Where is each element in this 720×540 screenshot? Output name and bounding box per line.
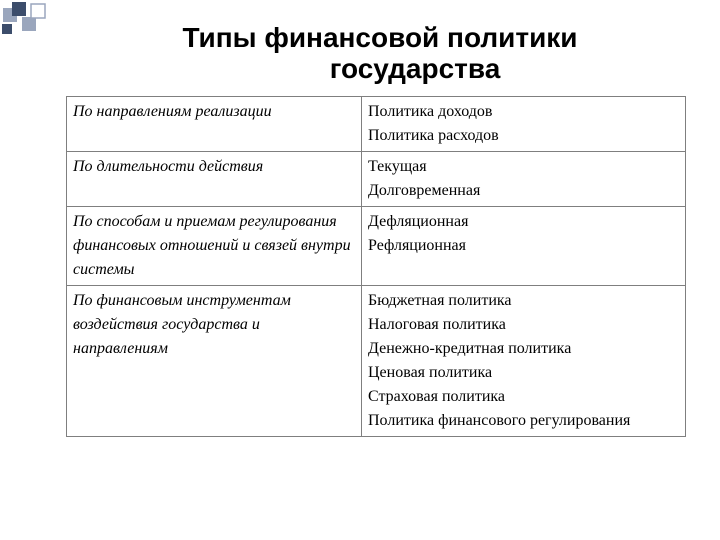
value-item: Денежно-кредитная политика xyxy=(368,340,572,357)
value-item: Бюджетная политика xyxy=(368,292,512,309)
values-cell xyxy=(362,152,686,207)
value-item: Политика доходов xyxy=(368,103,493,120)
value-item: Долговременная xyxy=(368,182,481,199)
criterion-cell: По финансовым инструментам воздействия государства и направлениям xyxy=(67,286,362,437)
title-line-2: государства xyxy=(329,53,501,84)
criterion-cell: По направлениям реализации xyxy=(67,97,362,152)
criterion-cell: По длительности действия xyxy=(67,152,362,207)
page-title xyxy=(130,22,630,84)
title-line-1: Типы финансовой политики xyxy=(182,22,578,53)
table-row xyxy=(67,152,686,207)
value-item: Страховая политика xyxy=(368,388,506,405)
value-item: Текущая xyxy=(368,158,427,175)
table-row xyxy=(67,207,686,286)
criterion-cell: По способам и приемам регулирования финансовых отношений и связей внутри системы xyxy=(67,207,362,286)
values-cell xyxy=(362,286,686,437)
value-item: Рефляционная xyxy=(368,237,467,254)
value-item: Политика финансового регулирования xyxy=(368,412,631,429)
policy-types-table xyxy=(66,96,686,437)
value-item: Ценовая политика xyxy=(368,364,493,381)
table-row xyxy=(67,97,686,152)
values-cell xyxy=(362,97,686,152)
value-item: Налоговая политика xyxy=(368,316,506,333)
value-item: Дефляционная xyxy=(368,213,469,230)
value-item: Политика расходов xyxy=(368,127,499,144)
table-row xyxy=(67,286,686,437)
corner-squares-decoration xyxy=(0,0,80,40)
values-cell xyxy=(362,207,686,286)
